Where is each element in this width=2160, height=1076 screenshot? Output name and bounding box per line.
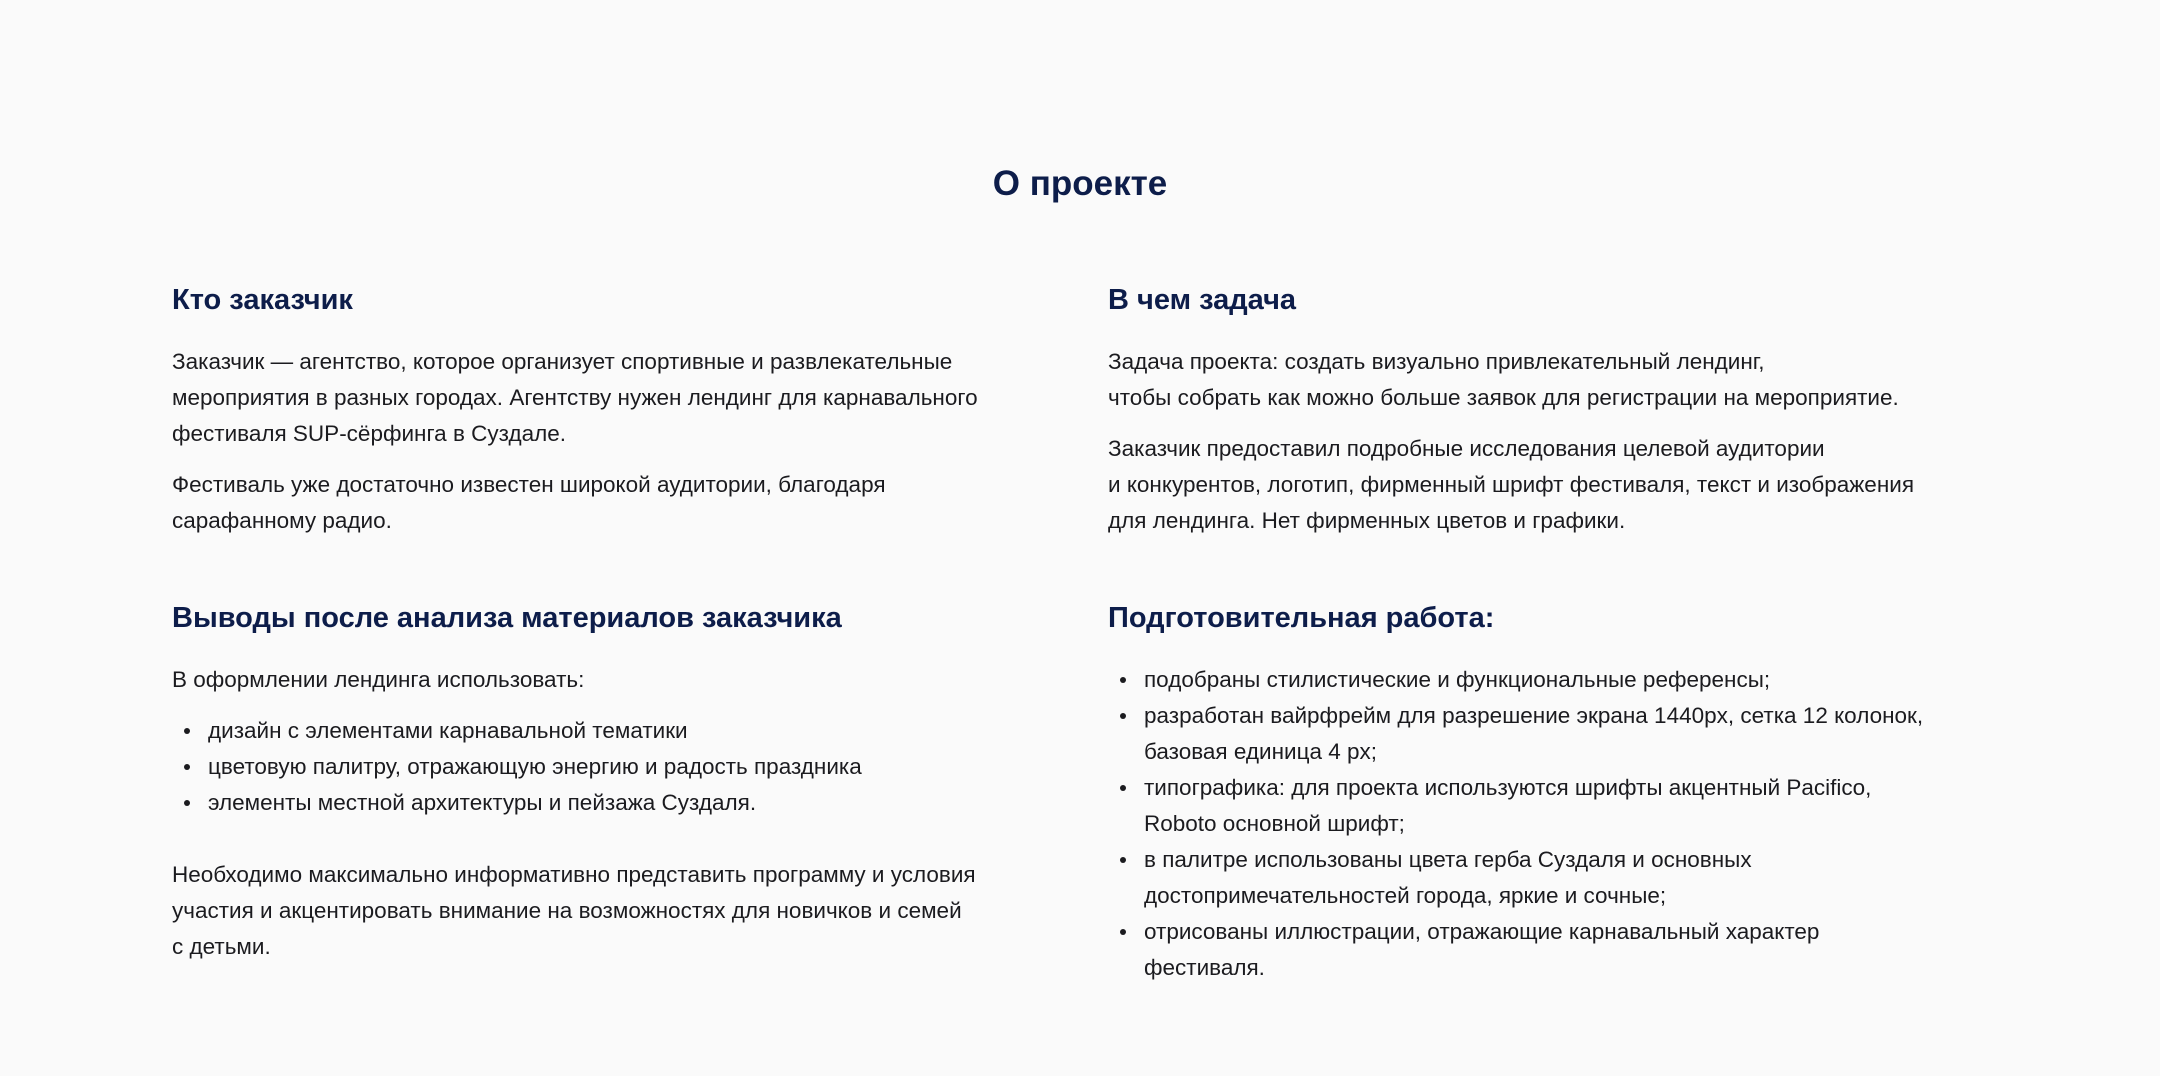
conclusions-intro: В оформлении лендинга использовать:	[172, 667, 585, 692]
text-line: Задача проекта: создать визуально привлекательный лендинг,	[1108, 349, 1765, 374]
bullet-icon	[1120, 929, 1126, 935]
text-line: фестиваля SUP-сёрфинга в Суздале.	[172, 421, 567, 446]
customer-paragraph-2	[172, 467, 1072, 539]
text-line: Заказчик — агентство, которое организует спортивные и развлекательные	[172, 349, 953, 374]
prep-list	[1108, 662, 2008, 986]
list-item-text: элементы местной архитектуры и пейзажа Суздаля.	[208, 790, 757, 815]
section-conclusions	[172, 598, 1072, 965]
section-task	[1108, 280, 2008, 539]
bullet-icon	[1120, 713, 1126, 719]
bullet-icon	[1120, 677, 1126, 683]
section-heading-customer: Кто заказчик	[172, 284, 353, 316]
text-line: чтобы собрать как можно больше заявок для регистрации на мероприятие.	[1108, 385, 1899, 410]
list-item-text: в палитре использованы цвета герба Суздаля и основных	[1144, 847, 1752, 872]
text-line: участия и акцентировать внимание на возможностях для новичков и семей	[172, 898, 962, 923]
list-item	[1108, 698, 2008, 770]
list-item	[1108, 662, 2008, 698]
text-line: мероприятия в разных городах. Агентству нужен лендинг для карнавального	[172, 385, 978, 410]
list-item-text: достопримечательностей города, яркие и сочные;	[1144, 883, 1667, 908]
bullet-icon	[184, 764, 190, 770]
task-paragraph-2	[1108, 431, 2008, 539]
list-item-text: цветовую палитру, отражающую энергию и радость праздника	[208, 754, 862, 779]
list-item	[172, 785, 1072, 821]
section-heading-prep-work: Подготовительная работа:	[1108, 602, 1495, 634]
bullet-icon	[1120, 857, 1126, 863]
text-line: Необходимо максимально информативно представить программу и условия	[172, 862, 976, 887]
text-line: и конкурентов, логотип, фирменный шрифт фестиваля, текст и изображения	[1108, 472, 1915, 497]
list-item-text: фестиваля.	[1144, 955, 1265, 980]
bullet-icon	[184, 800, 190, 806]
bullet-icon	[184, 728, 190, 734]
task-paragraph-1	[1108, 344, 2008, 416]
page-title: О проекте	[992, 164, 1168, 203]
list-item-text: разработан вайрфрейм для разрешение экрана 1440px, сетка 12 колонок,	[1144, 703, 1924, 728]
conclusions-list	[172, 713, 1072, 821]
customer-paragraph-1	[172, 344, 1072, 452]
text-line: с детьми.	[172, 934, 271, 959]
list-item	[1108, 914, 2008, 986]
section-customer	[172, 280, 1072, 539]
conclusions-outro	[172, 857, 1072, 965]
section-heading-conclusions: Выводы после анализа материалов заказчика	[172, 602, 842, 634]
text-line: сарафанному радио.	[172, 508, 392, 533]
list-item-text: дизайн с элементами карнавальной тематики	[208, 718, 688, 743]
list-item-text: Roboto основной шрифт;	[1144, 811, 1405, 836]
bullet-icon	[1120, 785, 1126, 791]
list-item-text: базовая единица 4 px;	[1144, 739, 1377, 764]
text-line: Фестиваль уже достаточно известен широкой аудитории, благодаря	[172, 472, 886, 497]
list-item	[172, 749, 1072, 785]
list-item-text: типографика: для проекта используются шрифты акцентный Pacifico,	[1144, 775, 1872, 800]
list-item-text: подобраны стилистические и функциональные референсы;	[1144, 667, 1771, 692]
text-line: для лендинга. Нет фирменных цветов и графики.	[1108, 508, 1626, 533]
text-line: Заказчик предоставил подробные исследования целевой аудитории	[1108, 436, 1825, 461]
list-item-text: отрисованы иллюстрации, отражающие карнавальный характер	[1144, 919, 1820, 944]
section-prep-work	[1108, 598, 2008, 986]
section-heading-task: В чем задача	[1108, 284, 1297, 316]
list-item	[1108, 770, 2008, 842]
list-item	[172, 713, 1072, 749]
list-item	[1108, 842, 2008, 914]
